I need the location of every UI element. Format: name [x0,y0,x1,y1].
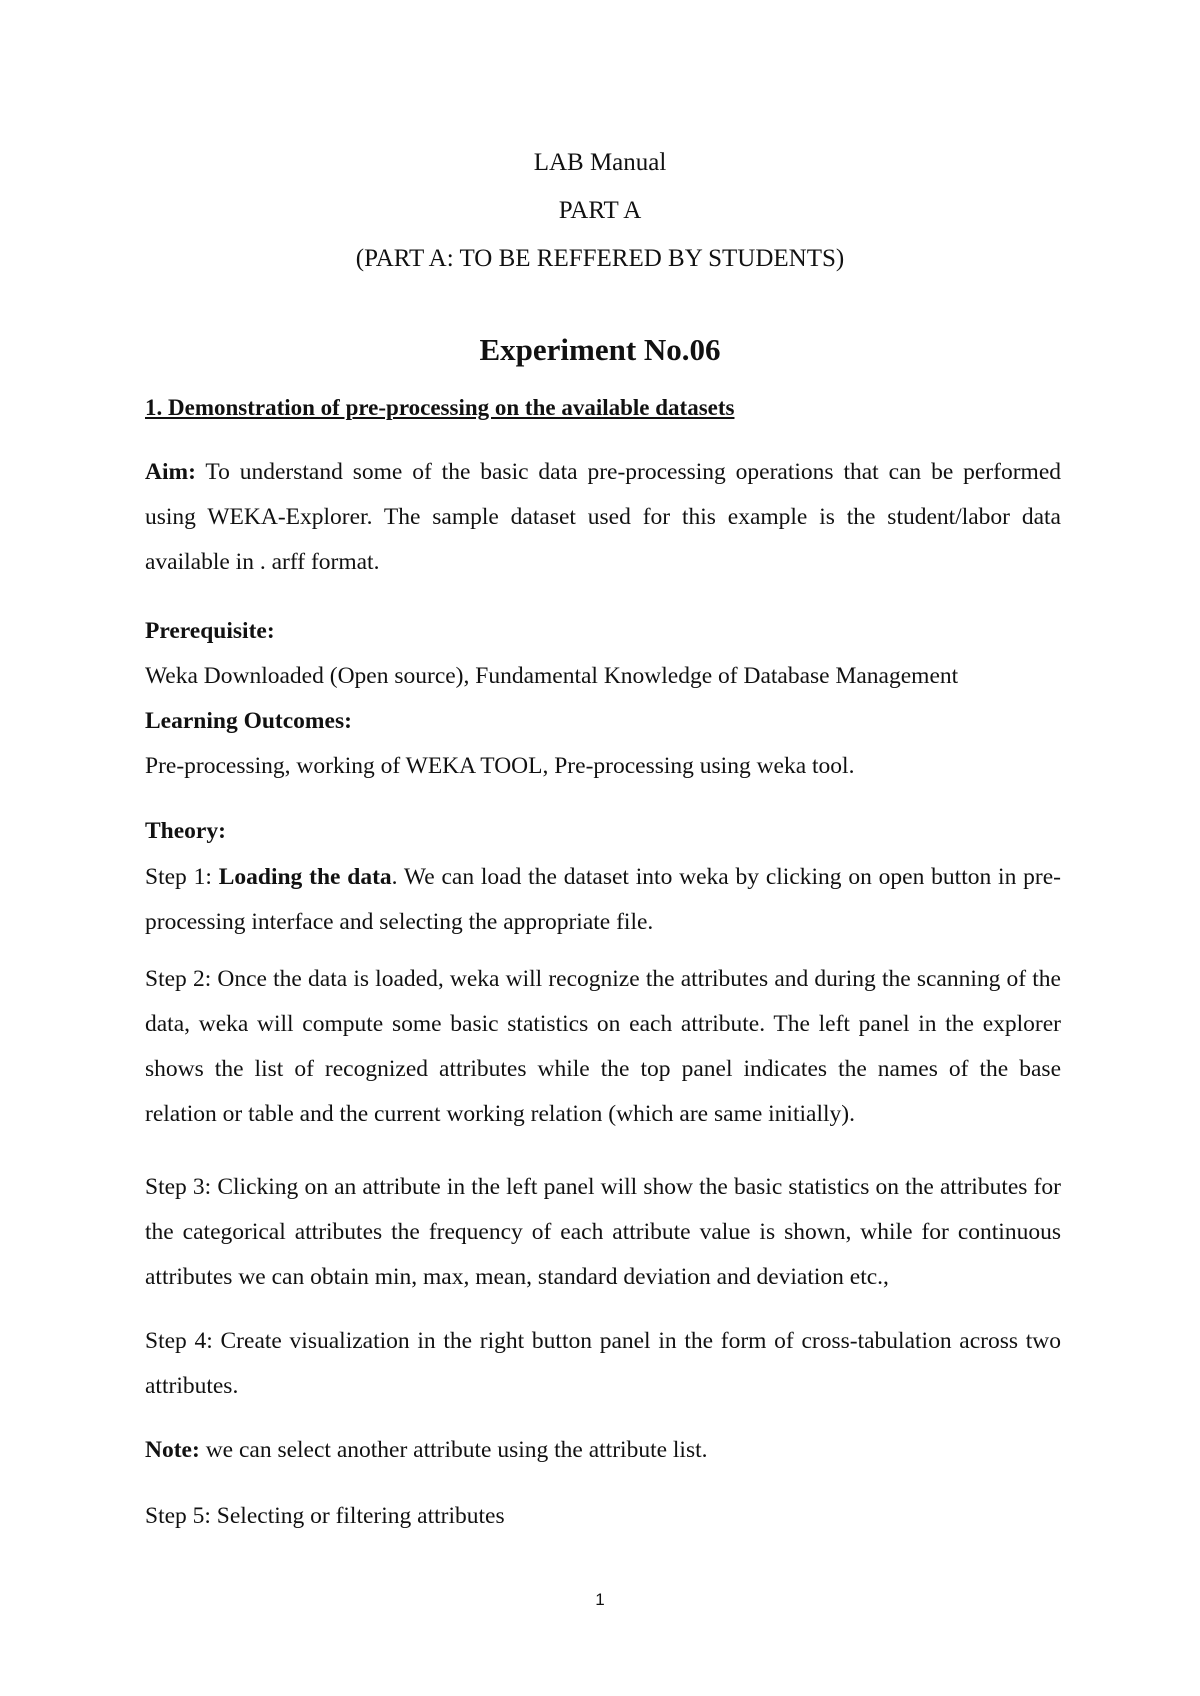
prerequisite-label: Prerequisite: [145,618,275,644]
note-label: Note: [145,1437,200,1463]
part-label: PART A [558,197,642,224]
manual-label: LAB Manual [533,149,667,176]
learning-outcomes-label: Learning Outcomes: [145,708,352,734]
step3-paragraph: Step 3: Clicking on an attribute in the left panel will show the basic statistics on the attributes for the categorical attributes the frequency of each attribute value is shown, while for continuous attributes we can obtain min, max, mean, standard deviation and deviation etc., [145,1174,1061,1290]
aim-label: Aim: [145,459,196,485]
step1-prefix: Step 1: [145,864,219,890]
step1-paragraph [145,855,1061,945]
part-note: (PART A: TO BE REFFERED BY STUDENTS) [355,245,845,272]
step4-paragraph: Step 4: Create visualization in the right button panel in the form of cross-tabulation across two attributes. [145,1328,1061,1399]
learning-outcomes-text: Pre-processing, working of WEKA TOOL, Pre-processing using weka tool. [145,753,855,779]
note-text: we can select another attribute using the attribute list. [199,1437,708,1463]
prerequisite-text: Weka Downloaded (Open source), Fundamental Knowledge of Database Management [145,663,959,689]
step1-text: . We can load the dataset into weka by clicking on open button in pre-processing interface and selecting the appropriate file. [145,864,1061,935]
section-heading: 1. Demonstration of pre-processing on the available datasets [145,395,735,420]
experiment-title: Experiment No.06 [479,332,721,367]
step5-line: Step 5: Selecting or filtering attributes [145,1503,505,1529]
aim-paragraph [145,450,1061,585]
aim-text: To understand some of the basic data pre-processing operations that can be performed using WEKA-Explorer. The sample dataset used for this example is the student/labor data available in . arff format. [145,459,1061,575]
page-number: 1 [595,1590,605,1609]
step1-bold: Loading the data [218,864,392,890]
theory-label: Theory: [145,818,226,844]
note-line [145,1435,708,1465]
step2-paragraph: Step 2: Once the data is loaded, weka will recognize the attributes and during the scanning of the data, weka will compute some basic statistics on each attribute. The left panel in the explorer shows the list of recognized attributes while the top panel indicates the names of the base relation or table and the current working relation (which are same initially). [145,966,1061,1127]
